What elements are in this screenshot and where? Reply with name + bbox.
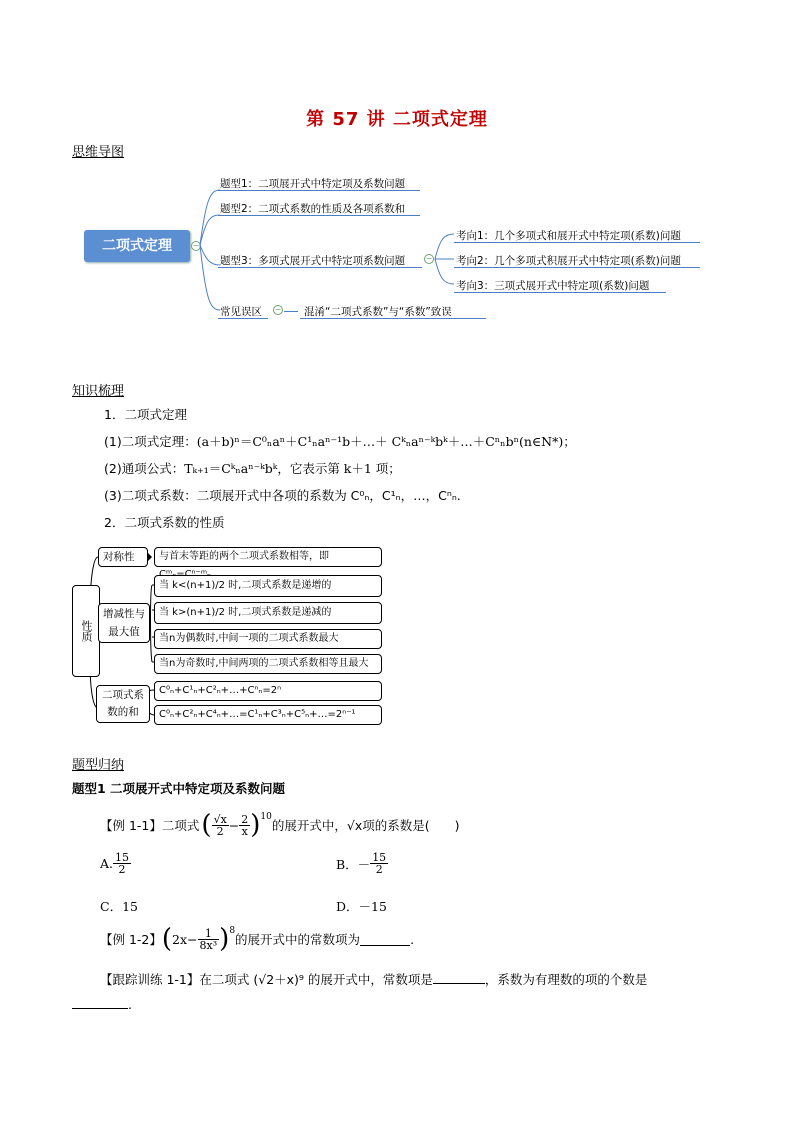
sum-label: 二项式系数的和 — [96, 685, 150, 723]
mindmap-branch-4[interactable]: 常见误区 — [220, 306, 262, 318]
binomial-theorem-formula: (a＋b)ⁿ＝C⁰ₙaⁿ＋C¹ₙaⁿ⁻¹b＋…＋ Cᵏₙaⁿ⁻ᵏbᵏ＋…＋Cⁿₙbⁿ(n∈N*)； — [196, 434, 576, 449]
example-text: 在二项式 (√2＋x)⁹ 的展开式中，常数项是 — [199, 972, 433, 987]
example-label: 【跟踪训练 1-1】 — [100, 972, 200, 987]
knowledge-item-2 — [104, 459, 401, 477]
type1-heading: 题型1 二项展开式中特定项及系数问题 — [72, 781, 286, 796]
general-term-formula: Tₖ₊₁＝Cᵏₙaⁿ⁻ᵏbᵏ，它表示第 k＋1 项； — [184, 461, 401, 476]
knowledge-item-3: (3)二项式系数：二项展开式中各项的系数为 C⁰ₙ，C¹ₙ，…，Cⁿₙ. — [104, 488, 461, 503]
knowledge-item-1 — [104, 432, 576, 450]
section-mindmap-heading: 思维导图 — [72, 145, 125, 160]
mindmap-sub-3[interactable]: 考向3：三项式展开式中特定项(系数)问题 — [456, 280, 650, 292]
example-text: ，系数为有理数的项的个数是 — [484, 972, 648, 987]
mindmap-sub-1[interactable]: 考向1：几个多项式和展开式中特定项(系数)问题 — [456, 230, 681, 242]
example-label: 【例 1-1】 — [100, 818, 162, 833]
example-1-1: 【例 1-1】 二项式 ( $\frac{√x}{2}$ − $\frac{2}{x}$ ) 10 的展开式中，√x项的系数是( ) — [100, 810, 460, 840]
section-knowledge-heading: 知识梳理 — [72, 384, 125, 399]
mindmap-branch-2[interactable]: 题型2：二项式系数的性质及各项系数和 — [220, 203, 406, 215]
monotonic-item-1: 当 k<(n+1)/2 时,二项式系数是递增的 — [154, 575, 382, 597]
mindmap-root[interactable]: 二项式定理 — [84, 230, 190, 262]
sum-item-2: C⁰ₙ+C²ₙ+C⁴ₙ+…=C¹ₙ+C³ₙ+C⁵ₙ+…=2ⁿ⁻¹ — [154, 705, 382, 725]
mindmap-sub-2[interactable]: 考向2：几个多项式积展开式中特定项(系数)问题 — [456, 255, 681, 267]
example-text: 二项式 — [161, 818, 200, 833]
choice-b[interactable]: B．－ $\frac{15}{2}$ — [336, 851, 387, 876]
symmetry-label: 对称性 — [98, 547, 148, 567]
collapse-icon[interactable]: − — [425, 254, 433, 263]
example-text: 的展开式中，√x项的系数是( ) — [271, 818, 460, 833]
monotonic-item-4: 当n为奇数时,中间两项的二项式系数相等且最大 — [154, 654, 382, 674]
example-label: 【例 1-2】 — [100, 932, 162, 947]
monotonic-item-2: 当 k>(n+1)/2 时,二项式系数是递减的 — [154, 602, 382, 624]
collapse-icon[interactable]: − — [274, 305, 282, 314]
mindmap-branch-3[interactable]: 题型3：多项式展开式中特定项系数问题 — [220, 255, 406, 267]
section-types-heading: 题型归纳 — [72, 758, 125, 773]
answer-blank[interactable] — [433, 971, 485, 984]
item-label: (1)二项式定理： — [104, 434, 197, 449]
mindmap-mistake[interactable]: 混淆“二项式系数”与“系数”致误 — [304, 306, 452, 318]
properties-root: 性质 — [72, 585, 100, 677]
mindmap-sub-connectors — [434, 225, 456, 295]
monotonic-item-3: 当n为偶数时,中间一项的二项式系数最大 — [154, 629, 382, 649]
monotonic-label: 增减性与最大值 — [98, 603, 150, 643]
example-text: 的展开式中的常数项为 — [235, 932, 361, 947]
choice-c[interactable]: C．15 — [100, 899, 138, 914]
knowledge-heading-1: 1．二项式定理 — [104, 407, 187, 422]
exercise-1-1 — [100, 970, 647, 988]
knowledge-heading-2: 2．二项式系数的性质 — [104, 515, 225, 530]
collapse-icon[interactable]: − — [192, 241, 200, 250]
choice-d[interactable]: D．－15 — [336, 899, 387, 914]
mindmap-branch-1[interactable]: 题型1：二项展开式中特定项及系数问题 — [220, 178, 406, 190]
page-title: 第 57 讲 二项式定理 — [306, 109, 488, 130]
choice-a[interactable]: A. $\frac{15}{2}$ — [100, 851, 130, 876]
answer-blank[interactable] — [360, 933, 410, 946]
exercise-1-1-continued: . — [72, 996, 132, 1012]
example-1-2: 【例 1-2】 ( 2x− $\frac{1}{\text{8x³}}$ ) 8 的展开式中的常数项为 . — [100, 924, 415, 954]
answer-blank[interactable] — [72, 996, 128, 1009]
sum-item-1: C⁰ₙ+C¹ₙ+C²ₙ+…+Cⁿₙ=2ⁿ — [154, 681, 382, 701]
symmetry-text: 与首末等距的两个二项式系数相等，即 — [154, 547, 382, 567]
item-label: (2)通项公式： — [104, 461, 185, 476]
